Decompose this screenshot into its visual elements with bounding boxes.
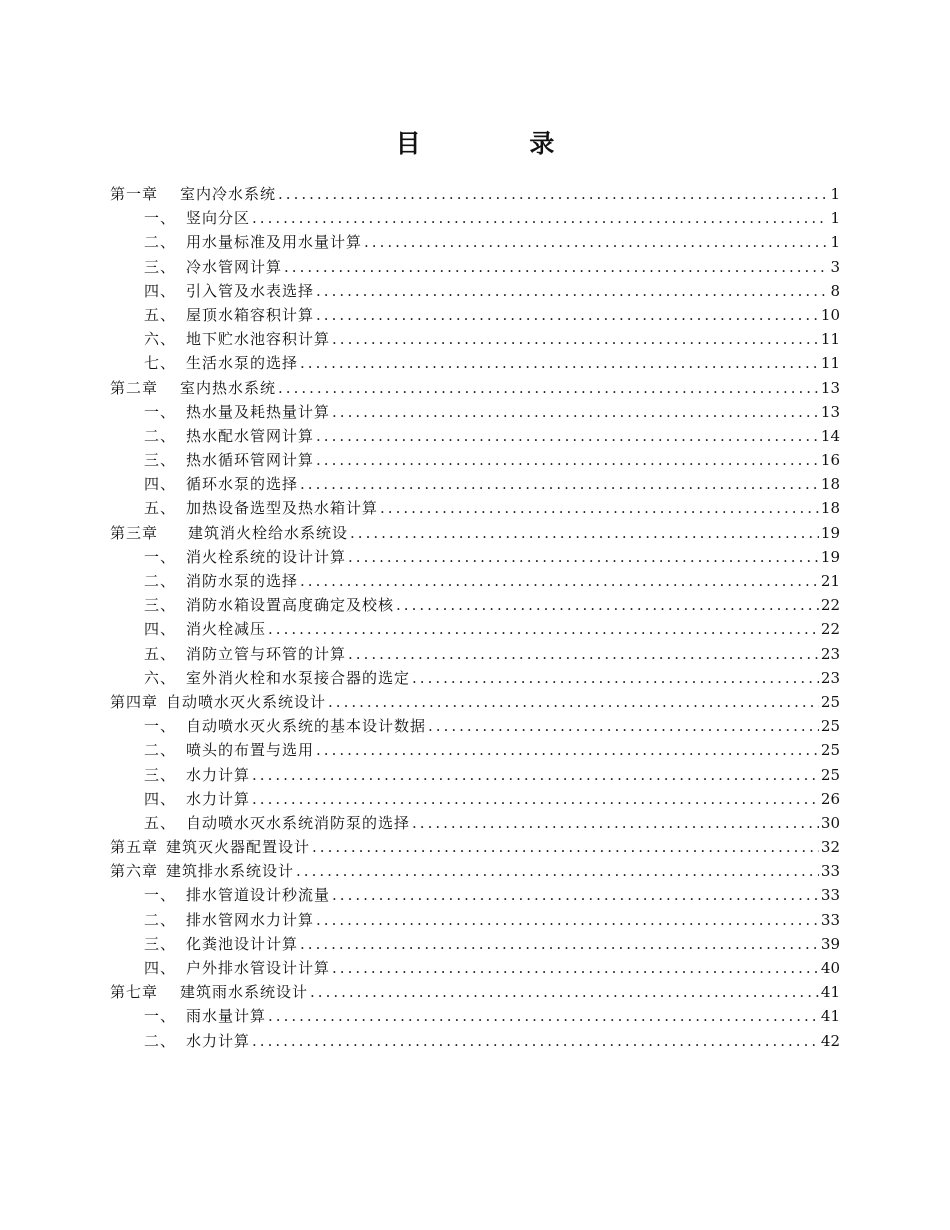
toc-entry-label [144, 1029, 250, 1053]
toc-page-number: 26 [820, 789, 840, 808]
toc-page-number: 18 [820, 475, 840, 494]
toc-section-entry[interactable] [110, 255, 840, 279]
toc-page-number: 39 [820, 934, 840, 953]
toc-page-number: 18 [820, 499, 840, 518]
toc-entry-text: 热水配水管网计算 [186, 426, 315, 445]
toc-section-entry[interactable] [110, 545, 840, 569]
toc-entry-number: 三、 [144, 765, 177, 784]
toc-section-entry[interactable] [110, 400, 840, 424]
toc-chapter-entry[interactable] [110, 980, 840, 1004]
toc-entry-label [144, 279, 314, 303]
toc-entry-number: 第二章 [110, 378, 159, 397]
toc-dot-leader [380, 496, 819, 520]
toc-page-number: 13 [820, 402, 840, 421]
toc-section-entry[interactable] [110, 738, 840, 762]
toc-chapter-entry[interactable] [110, 859, 840, 883]
toc-page-number: 16 [820, 451, 840, 470]
toc-entry-number: 五、 [144, 644, 177, 663]
toc-entry-number: 二、 [144, 910, 177, 929]
toc-dot-leader [284, 255, 828, 279]
toc-entry-label [144, 714, 426, 738]
toc-entry-text: 引入管及水表选择 [186, 281, 315, 300]
toc-entry-label [110, 980, 308, 1004]
toc-entry-number: 七、 [144, 354, 177, 373]
toc-section-entry[interactable] [110, 932, 840, 956]
toc-section-entry[interactable] [110, 787, 840, 811]
toc-entry-text: 消防立管与环管的计算 [186, 644, 347, 663]
toc-entry-number: 二、 [144, 741, 177, 760]
toc-section-entry[interactable] [110, 351, 840, 375]
toc-entry-number: 四、 [144, 475, 177, 494]
toc-entry-number: 一、 [144, 1007, 177, 1026]
toc-entry-text: 建筑消火栓给水系统设 [188, 523, 349, 542]
toc-entry-label [144, 448, 314, 472]
toc-entry-label [144, 787, 250, 811]
toc-dot-leader [316, 908, 819, 932]
toc-chapter-entry[interactable] [110, 182, 840, 206]
toc-entry-text: 消防水泵的选择 [186, 572, 299, 590]
toc-entry-label [144, 883, 330, 907]
toc-chapter-entry[interactable] [110, 521, 840, 545]
toc-entry-label [144, 642, 346, 666]
toc-entry-number: 一、 [144, 547, 177, 566]
toc-page-number: 8 [830, 281, 840, 300]
toc-dot-leader [278, 182, 828, 206]
toc-entry-label [144, 932, 298, 956]
toc-section-entry[interactable] [110, 617, 840, 641]
toc-entry-number: 六、 [144, 668, 177, 687]
toc-entry-text: 热水循环管网计算 [186, 451, 315, 470]
toc-page-number: 41 [820, 983, 840, 1002]
toc-entry-label [144, 763, 250, 787]
toc-page-number: 40 [820, 959, 840, 977]
toc-page-number: 14 [820, 426, 840, 445]
toc-entry-text: 循环水泵的选择 [186, 475, 299, 494]
toc-entry-number: 第四章 [110, 692, 159, 711]
toc-entry-number: 五、 [144, 305, 177, 324]
toc-dot-leader [252, 206, 828, 230]
toc-dot-leader [252, 1029, 819, 1053]
toc-dot-leader [332, 400, 819, 424]
toc-section-entry[interactable] [110, 642, 840, 666]
toc-entry-number: 四、 [144, 620, 177, 639]
toc-section-entry[interactable] [110, 763, 840, 787]
toc-page-number: 21 [820, 572, 840, 590]
toc-entry-text: 雨水量计算 [186, 1007, 267, 1026]
toc-page-number: 33 [820, 886, 840, 905]
toc-entry-label [144, 255, 282, 279]
toc-entry-label [144, 545, 346, 569]
toc-dot-leader [268, 617, 819, 641]
toc-section-entry[interactable] [110, 1029, 840, 1053]
toc-entry-number: 二、 [144, 1031, 177, 1050]
toc-entry-number: 第五章 [110, 838, 159, 857]
toc-entry-number: 四、 [144, 789, 177, 808]
toc-dot-leader [348, 642, 819, 666]
toc-entry-text: 消火栓系统的设计计算 [186, 547, 347, 566]
toc-dot-leader [252, 763, 819, 787]
toc-chapter-entry[interactable] [110, 835, 840, 859]
toc-dot-leader [278, 376, 819, 400]
toc-dot-leader [268, 1004, 819, 1028]
toc-entry-label [144, 206, 250, 230]
toc-page-number: 25 [820, 717, 840, 736]
toc-entry-label [110, 521, 348, 545]
toc-page-number: 25 [820, 765, 840, 784]
toc-section-entry[interactable] [110, 230, 840, 254]
toc-entry-label [144, 472, 298, 496]
toc-entry-text: 热水量及耗热量计算 [186, 402, 331, 421]
toc-entry-text: 建筑排水系统设计 [166, 862, 295, 881]
toc-dot-leader [316, 303, 819, 327]
toc-entry-label [144, 400, 330, 424]
toc-entry-text: 室内冷水系统 [180, 185, 277, 203]
toc-page-number: 23 [820, 644, 840, 663]
toc-section-entry[interactable] [110, 883, 840, 907]
toc-section-entry[interactable] [110, 908, 840, 932]
toc-section-entry[interactable] [110, 424, 840, 448]
toc-section-entry[interactable] [110, 472, 840, 496]
toc-section-entry[interactable] [110, 327, 840, 351]
toc-entry-label [144, 738, 314, 762]
toc-entry-label [144, 569, 298, 593]
toc-page-number: 19 [820, 523, 840, 542]
toc-entry-label [144, 1004, 266, 1028]
toc-dot-leader [310, 980, 819, 1004]
toc-dot-leader [428, 714, 819, 738]
toc-entry-label [110, 859, 294, 883]
toc-entry-label [144, 956, 330, 980]
toc-entry-number: 第一章 [110, 185, 159, 203]
toc-section-entry[interactable] [110, 666, 840, 690]
toc-entry-text: 排水管网水力计算 [186, 910, 315, 929]
toc-dot-leader [296, 859, 819, 883]
toc-page-number: 1 [830, 233, 840, 252]
toc-entry-label [144, 496, 378, 520]
toc-dot-leader [300, 351, 819, 375]
toc-page-number: 25 [820, 692, 840, 711]
toc-entry-text: 喷头的布置与选用 [186, 741, 315, 760]
toc-entry-number: 四、 [144, 959, 177, 977]
toc-entry-text: 水力计算 [186, 1031, 251, 1050]
toc-entry-text: 室外消火栓和水泵接合器的选定 [186, 668, 411, 687]
toc-dot-leader [350, 521, 819, 545]
toc-entry-label [144, 617, 266, 641]
toc-dot-leader [300, 932, 819, 956]
toc-page-number: 19 [820, 547, 840, 566]
toc-entry-number: 二、 [144, 426, 177, 445]
toc-section-entry[interactable] [110, 279, 840, 303]
toc-dot-leader [328, 690, 819, 714]
toc-section-entry[interactable] [110, 448, 840, 472]
toc-dot-leader [312, 835, 819, 859]
toc-dot-leader [332, 327, 819, 351]
toc-entry-label [110, 376, 276, 400]
toc-dot-leader [332, 883, 819, 907]
toc-entry-label [144, 593, 394, 617]
toc-page-number: 42 [820, 1031, 840, 1050]
toc-section-entry[interactable] [110, 956, 840, 980]
toc-dot-leader [412, 666, 819, 690]
toc-section-entry[interactable] [110, 593, 840, 617]
toc-section-entry[interactable] [110, 714, 840, 738]
toc-dot-leader [348, 545, 819, 569]
toc-entry-label [144, 230, 362, 254]
toc-section-entry[interactable] [110, 1004, 840, 1028]
toc-entry-number: 三、 [144, 257, 177, 276]
toc-section-entry[interactable] [110, 569, 840, 593]
toc-section-entry[interactable] [110, 811, 840, 835]
toc-page-number: 33 [820, 862, 840, 881]
toc-entry-text: 用水量标准及用水量计算 [186, 233, 363, 252]
toc-entry-text: 化粪池设计计算 [186, 934, 299, 953]
toc-entry-text: 加热设备选型及热水箱计算 [186, 499, 379, 518]
toc-section-entry[interactable] [110, 496, 840, 520]
table-of-contents [110, 182, 840, 1053]
toc-title: 目 录 [395, 129, 605, 158]
toc-entry-label [144, 666, 410, 690]
toc-page-number: 25 [820, 741, 840, 760]
toc-entry-text: 户外排水管设计计算 [186, 959, 331, 977]
toc-page-number: 22 [820, 596, 840, 615]
toc-entry-number: 五、 [144, 813, 177, 832]
toc-entry-number: 二、 [144, 572, 177, 590]
toc-entry-text: 建筑雨水系统设计 [180, 983, 309, 1002]
toc-page-number: 11 [820, 354, 840, 373]
toc-entry-label [144, 811, 410, 835]
toc-page-number: 11 [820, 330, 840, 349]
toc-page-number: 41 [820, 1007, 840, 1026]
toc-page-number: 10 [820, 305, 840, 324]
toc-entry-label [110, 182, 276, 206]
toc-entry-number: 六、 [144, 330, 177, 349]
toc-entry-label [110, 835, 310, 859]
toc-section-entry[interactable] [110, 303, 840, 327]
toc-dot-leader [316, 738, 819, 762]
toc-entry-text: 消火栓减压 [186, 620, 267, 639]
toc-entry-number: 三、 [144, 596, 177, 615]
toc-entry-text: 竖向分区 [186, 209, 251, 228]
toc-entry-text: 水力计算 [186, 789, 251, 808]
toc-dot-leader [252, 787, 819, 811]
toc-dot-leader [412, 811, 819, 835]
toc-dot-leader [332, 956, 819, 980]
toc-section-entry[interactable] [110, 206, 840, 230]
toc-dot-leader [396, 593, 819, 617]
toc-entry-number: 一、 [144, 717, 177, 736]
toc-entry-label [144, 424, 314, 448]
toc-entry-number: 二、 [144, 233, 177, 252]
toc-chapter-entry[interactable] [110, 690, 840, 714]
toc-entry-text: 水力计算 [186, 765, 251, 784]
toc-page-number: 13 [820, 378, 840, 397]
toc-entry-number: 第六章 [110, 862, 159, 881]
toc-dot-leader [300, 472, 819, 496]
toc-page-number: 3 [830, 257, 840, 276]
toc-dot-leader [316, 448, 819, 472]
toc-page-number: 22 [820, 620, 840, 639]
toc-entry-label [144, 303, 314, 327]
toc-entry-text: 建筑灭火器配置设计 [166, 838, 311, 857]
toc-entry-text: 自动喷水灭水系统消防泵的选择 [186, 813, 411, 832]
toc-entry-number: 三、 [144, 934, 177, 953]
toc-entry-label [144, 351, 298, 375]
toc-page-number: 32 [820, 838, 840, 857]
toc-entry-text: 生活水泵的选择 [186, 354, 299, 373]
toc-chapter-entry[interactable] [110, 376, 840, 400]
toc-entry-number: 五、 [144, 499, 177, 518]
toc-page-number: 30 [820, 813, 840, 832]
toc-entry-label [110, 690, 326, 714]
toc-entry-number: 一、 [144, 209, 177, 228]
toc-dot-leader [300, 569, 819, 593]
toc-entry-label [144, 908, 314, 932]
toc-entry-number: 第三章 [110, 523, 159, 542]
toc-page-number: 23 [820, 668, 840, 687]
toc-entry-text: 室内热水系统 [180, 378, 277, 397]
toc-dot-leader [316, 424, 819, 448]
toc-page-number: 1 [830, 209, 840, 228]
toc-entry-number: 三、 [144, 451, 177, 470]
toc-entry-text: 自动喷水灭火系统设计 [166, 692, 327, 711]
toc-entry-number: 四、 [144, 281, 177, 300]
toc-page-number: 1 [830, 185, 840, 203]
toc-entry-text: 消防水箱设置高度确定及校核 [186, 596, 395, 615]
toc-entry-text: 地下贮水池容积计算 [186, 330, 331, 349]
toc-entry-text: 冷水管网计算 [186, 257, 283, 276]
toc-entry-label [144, 327, 330, 351]
toc-entry-number: 一、 [144, 402, 177, 421]
toc-entry-text: 屋顶水箱容积计算 [186, 305, 315, 324]
toc-dot-leader [316, 279, 828, 303]
toc-entry-text: 自动喷水灭火系统的基本设计数据 [186, 717, 427, 736]
toc-entry-number: 一、 [144, 886, 177, 905]
toc-entry-number: 第七章 [110, 983, 159, 1002]
toc-page-number: 33 [820, 910, 840, 929]
toc-dot-leader [364, 230, 828, 254]
toc-entry-text: 排水管道设计秒流量 [186, 886, 331, 905]
